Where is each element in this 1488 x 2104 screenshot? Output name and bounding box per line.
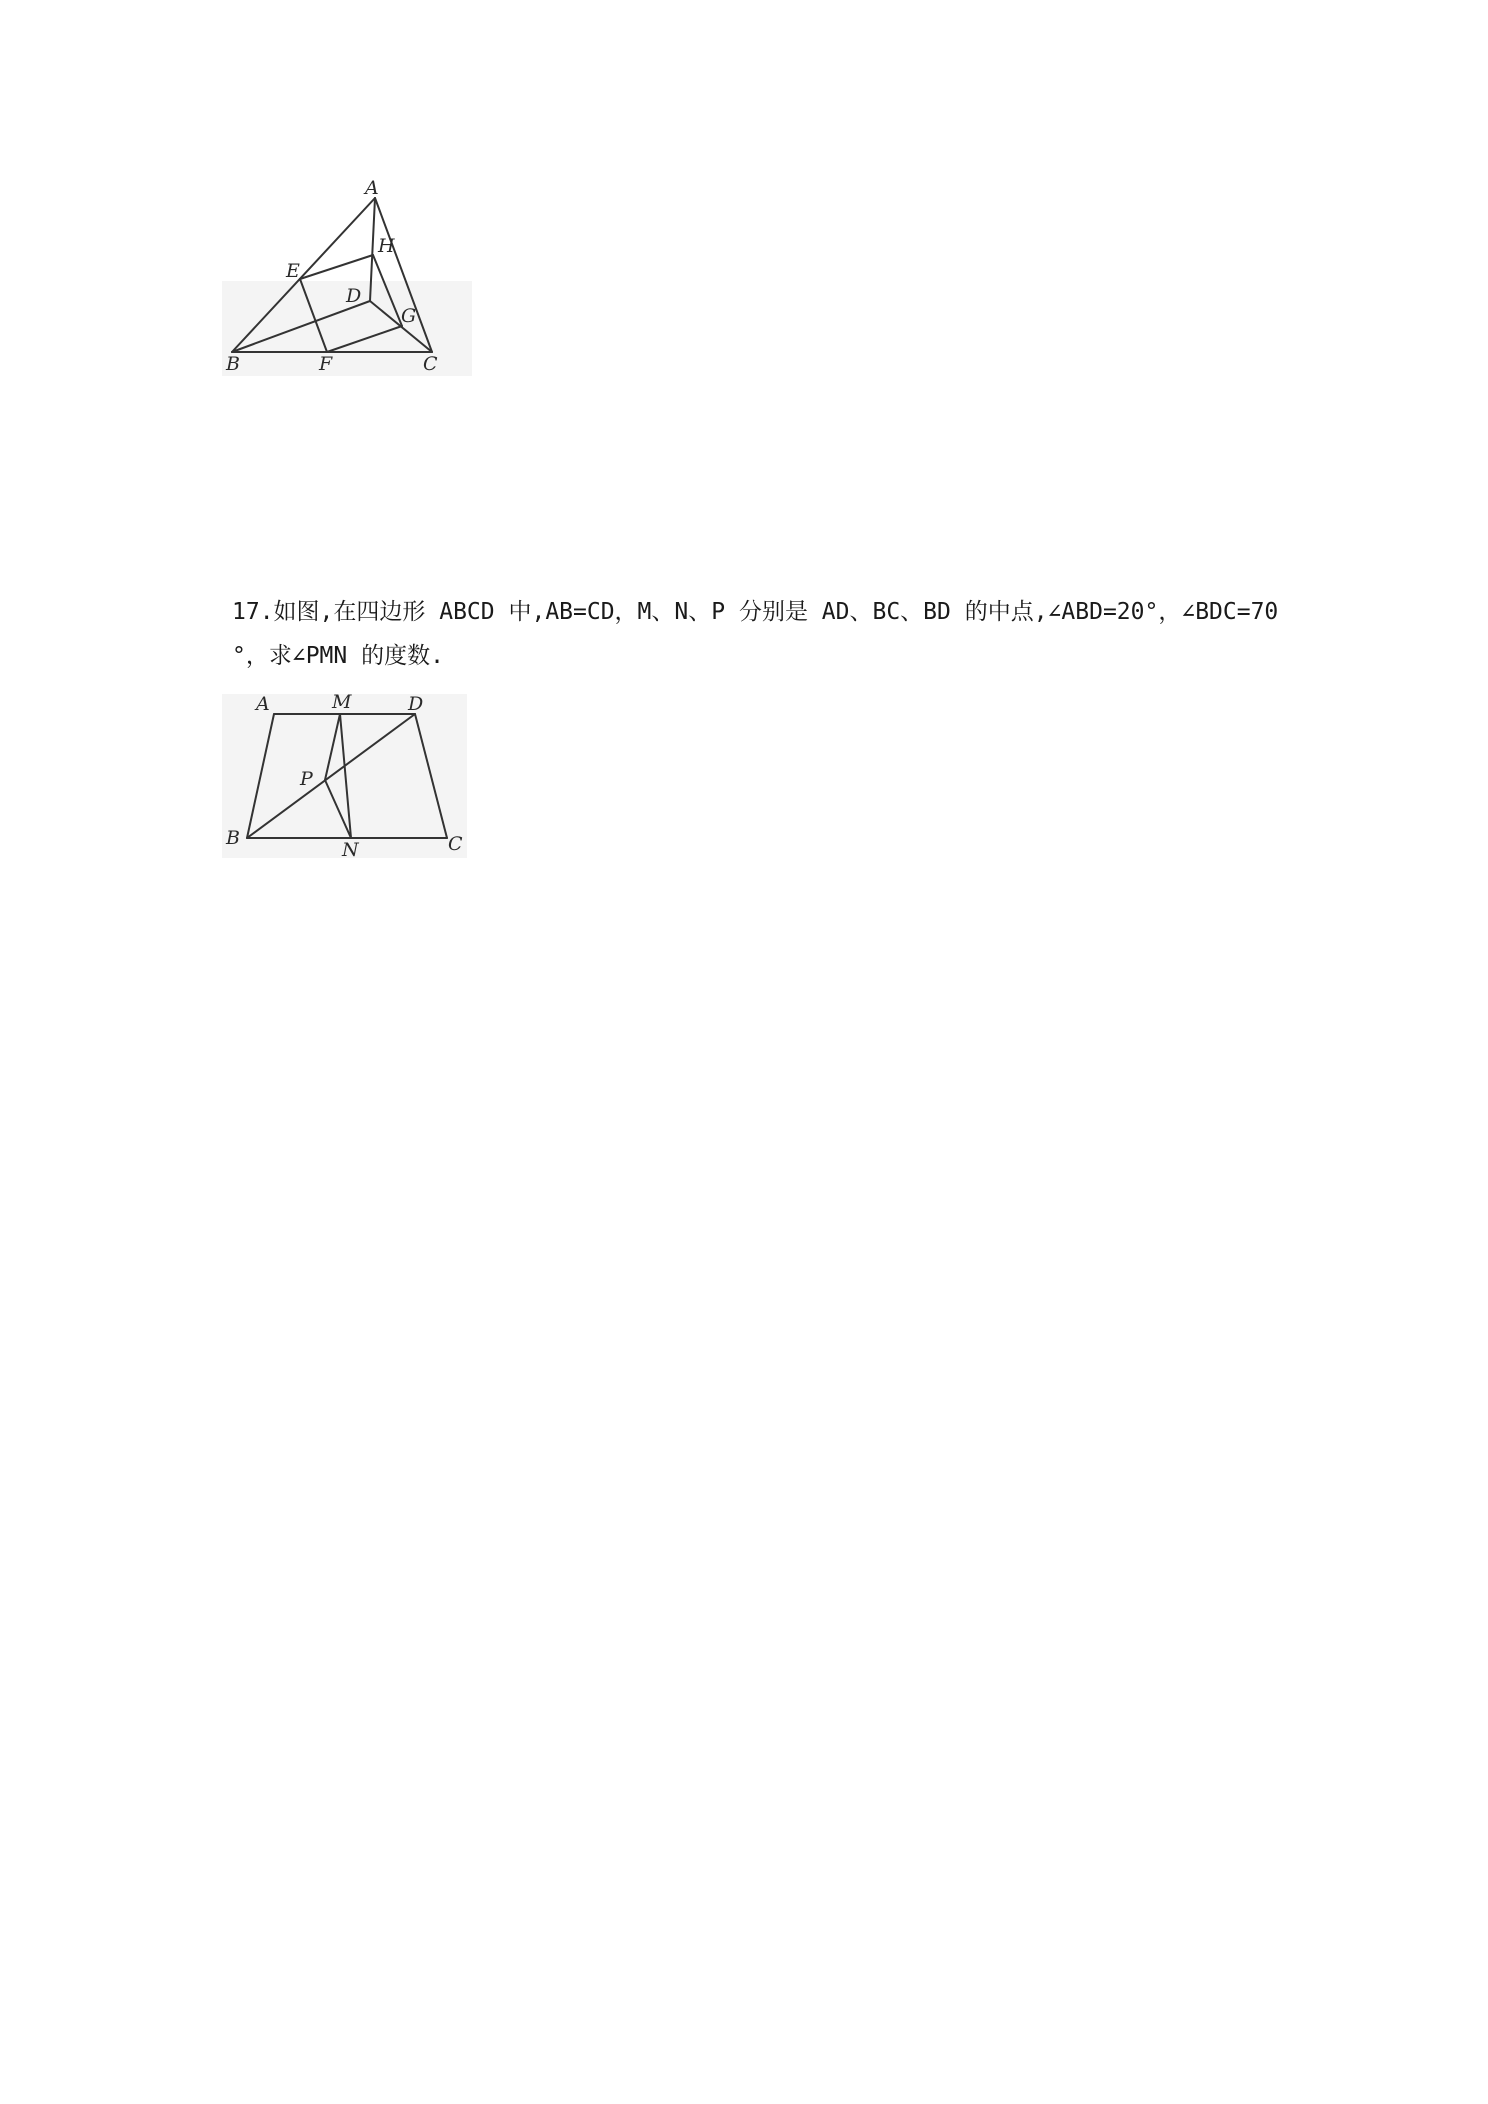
label-point-D: D (346, 285, 362, 307)
label-point-H: H (378, 235, 395, 257)
label-point-C: C (448, 833, 463, 855)
label-point-A: A (256, 694, 270, 715)
label-point-F: F (319, 353, 333, 375)
label-point-D: D (408, 694, 424, 715)
geometry-figure-quadrilateral (222, 694, 472, 860)
question-17 (232, 590, 1282, 678)
label-point-B: B (226, 827, 240, 849)
question-17-line-1: 17.如图,在四边形 ABCD 中,AB=CD，M、N、P 分别是 AD、BC、BD 的中点,∠ABD=20°，∠BDC=70 (232, 599, 1279, 625)
figure2-svg (222, 694, 472, 860)
label-point-E: E (286, 260, 300, 282)
figure1-svg (222, 176, 472, 376)
label-point-G: G (401, 305, 417, 327)
label-point-P: P (300, 768, 313, 790)
label-point-C: C (423, 353, 438, 375)
label-point-B: B (226, 353, 240, 375)
geometry-figure-triangle (222, 176, 472, 376)
label-point-M: M (332, 694, 352, 713)
question-17-line-2: °，求∠PMN 的度数. (232, 643, 444, 669)
label-point-N: N (342, 839, 359, 860)
label-point-A: A (365, 177, 379, 199)
